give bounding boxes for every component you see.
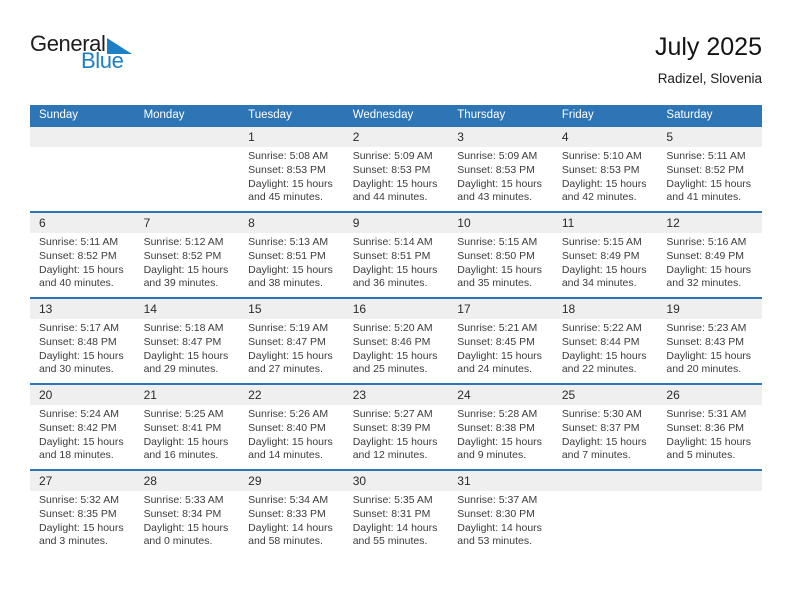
sunset-text: Sunset: 8:39 PM <box>352 421 431 434</box>
general-blue-logo <box>30 33 132 72</box>
day-cell-18 <box>553 297 658 383</box>
day-number: 16 <box>344 299 449 319</box>
day-cell-11 <box>553 211 658 297</box>
sunrise-text: Sunrise: 5:24 AM <box>39 408 119 420</box>
daylight-text-line2: and 20 minutes. <box>666 363 742 376</box>
sunrise-text: Sunrise: 5:11 AM <box>39 236 119 248</box>
day-cell-12 <box>657 211 762 297</box>
sunrise-text: Sunrise: 5:28 AM <box>457 408 538 420</box>
daylight-text-line2: and 34 minutes. <box>561 277 637 290</box>
sunrise-text: Sunrise: 5:15 AM <box>561 236 642 248</box>
sunset-text: Sunset: 8:46 PM <box>352 335 431 348</box>
day-details <box>344 319 449 377</box>
day-cell-21 <box>135 383 240 469</box>
daylight-text-line2: and 0 minutes. <box>143 535 213 548</box>
daylight-text-line1: Daylight: 15 hours <box>457 349 542 362</box>
daylight-text-line2: and 35 minutes. <box>457 277 532 290</box>
empty-cell <box>30 125 135 211</box>
day-details <box>239 319 344 377</box>
daylight-text-line1: Daylight: 15 hours <box>248 177 333 190</box>
day-cell-2 <box>344 125 449 211</box>
daylight-text-line1: Daylight: 15 hours <box>248 349 333 362</box>
daylight-text-line1: Daylight: 15 hours <box>248 435 333 448</box>
empty-cell <box>135 125 240 211</box>
sunrise-text: Sunrise: 5:11 AM <box>666 150 746 162</box>
sunset-text: Sunset: 8:42 PM <box>39 421 117 434</box>
day-details <box>344 405 449 463</box>
day-details <box>448 491 553 549</box>
sunrise-text: Sunrise: 5:26 AM <box>248 408 329 420</box>
day-cell-29 <box>239 469 344 555</box>
sunrise-text: Sunrise: 5:19 AM <box>248 322 329 334</box>
sunrise-text: Sunrise: 5:09 AM <box>457 150 538 162</box>
sunset-text: Sunset: 8:52 PM <box>143 249 222 262</box>
daylight-text-line1: Daylight: 15 hours <box>143 349 229 362</box>
weekday-wednesday: Wednesday <box>352 109 414 121</box>
sunset-text: Sunset: 8:44 PM <box>561 335 640 348</box>
day-cell-4 <box>553 125 658 211</box>
daylight-text-line2: and 12 minutes. <box>352 449 428 462</box>
sunset-text: Sunset: 8:31 PM <box>352 507 431 520</box>
day-details <box>657 147 762 205</box>
day-number: 9 <box>344 213 449 233</box>
daylight-text-line1: Daylight: 15 hours <box>457 263 542 276</box>
sunrise-text: Sunrise: 5:35 AM <box>352 494 433 506</box>
day-cell-6 <box>30 211 135 297</box>
empty-day-strip <box>30 127 135 147</box>
day-details <box>448 147 553 205</box>
daylight-text-line1: Daylight: 15 hours <box>666 177 752 190</box>
daylight-text-line2: and 22 minutes. <box>561 363 637 376</box>
daylight-text-line1: Daylight: 14 hours <box>457 521 542 534</box>
sunset-text: Sunset: 8:52 PM <box>39 249 117 262</box>
sunset-text: Sunset: 8:53 PM <box>352 163 431 176</box>
daylight-text-line2: and 44 minutes. <box>352 191 428 204</box>
daylight-text-line1: Daylight: 14 hours <box>248 521 333 534</box>
day-number: 11 <box>553 213 658 233</box>
daylight-text-line1: Daylight: 15 hours <box>561 177 647 190</box>
daylight-text-line1: Daylight: 15 hours <box>457 177 542 190</box>
daylight-text-line2: and 30 minutes. <box>39 363 114 376</box>
day-number: 24 <box>448 385 553 405</box>
day-cell-30 <box>344 469 449 555</box>
calendar-grid <box>30 125 762 555</box>
empty-cell <box>553 469 658 555</box>
day-number: 10 <box>448 213 553 233</box>
daylight-text-line2: and 41 minutes. <box>666 191 742 204</box>
sunset-text: Sunset: 8:43 PM <box>666 335 745 348</box>
day-number: 4 <box>553 127 658 147</box>
day-cell-14 <box>135 297 240 383</box>
day-number: 15 <box>239 299 344 319</box>
sunrise-text: Sunrise: 5:12 AM <box>143 236 224 248</box>
daylight-text-line1: Daylight: 15 hours <box>352 349 438 362</box>
sunrise-text: Sunrise: 5:16 AM <box>666 236 747 248</box>
daylight-text-line2: and 39 minutes. <box>143 277 219 290</box>
calendar-table <box>30 105 762 555</box>
day-details <box>135 405 240 463</box>
day-details <box>135 319 240 377</box>
sunrise-text: Sunrise: 5:08 AM <box>248 150 329 162</box>
day-cell-31 <box>448 469 553 555</box>
daylight-text-line1: Daylight: 15 hours <box>352 435 438 448</box>
daylight-text-line1: Daylight: 15 hours <box>666 349 752 362</box>
day-details <box>344 147 449 205</box>
sunrise-text: Sunrise: 5:23 AM <box>666 322 747 334</box>
day-details <box>448 233 553 291</box>
daylight-text-line1: Daylight: 15 hours <box>143 263 229 276</box>
daylight-text-line2: and 36 minutes. <box>352 277 428 290</box>
daylight-text-line1: Daylight: 15 hours <box>352 177 438 190</box>
sunrise-text: Sunrise: 5:21 AM <box>457 322 538 334</box>
day-cell-15 <box>239 297 344 383</box>
day-details <box>135 491 240 549</box>
day-number: 5 <box>657 127 762 147</box>
day-cell-23 <box>344 383 449 469</box>
sunrise-text: Sunrise: 5:15 AM <box>457 236 538 248</box>
daylight-text-line1: Daylight: 15 hours <box>457 435 542 448</box>
day-cell-1 <box>239 125 344 211</box>
day-details <box>30 319 135 377</box>
daylight-text-line1: Daylight: 15 hours <box>143 435 229 448</box>
day-details <box>344 233 449 291</box>
day-cell-27 <box>30 469 135 555</box>
daylight-text-line1: Daylight: 15 hours <box>248 263 333 276</box>
logo-text-general: General <box>30 31 106 56</box>
empty-cell <box>657 469 762 555</box>
page-header <box>30 33 762 86</box>
day-cell-24 <box>448 383 553 469</box>
sunrise-text: Sunrise: 5:17 AM <box>39 322 119 334</box>
day-cell-9 <box>344 211 449 297</box>
sunrise-text: Sunrise: 5:20 AM <box>352 322 433 334</box>
day-number: 13 <box>30 299 135 319</box>
day-details <box>553 233 658 291</box>
day-details <box>657 233 762 291</box>
day-details <box>239 147 344 205</box>
day-details <box>657 405 762 463</box>
day-cell-7 <box>135 211 240 297</box>
sunrise-text: Sunrise: 5:30 AM <box>561 408 642 420</box>
weekday-friday: Friday <box>561 109 594 121</box>
location-subtitle: Radizel, Slovenia <box>657 71 762 86</box>
sunrise-text: Sunrise: 5:31 AM <box>666 408 747 420</box>
weekday-tuesday: Tuesday <box>248 109 292 121</box>
day-cell-26 <box>657 383 762 469</box>
day-number: 23 <box>344 385 449 405</box>
sunset-text: Sunset: 8:49 PM <box>561 249 640 262</box>
day-details <box>344 491 449 549</box>
daylight-text-line2: and 24 minutes. <box>457 363 532 376</box>
day-cell-8 <box>239 211 344 297</box>
daylight-text-line2: and 43 minutes. <box>457 191 532 204</box>
month-title: July 2025 <box>654 33 762 61</box>
daylight-text-line1: Daylight: 15 hours <box>561 349 647 362</box>
weekday-saturday: Saturday <box>666 109 713 121</box>
logo-text-blue: Blue <box>81 48 124 73</box>
daylight-text-line2: and 25 minutes. <box>352 363 428 376</box>
daylight-text-line2: and 16 minutes. <box>143 449 219 462</box>
empty-day-strip <box>553 471 658 491</box>
weekday-header-row <box>30 105 762 125</box>
day-cell-25 <box>553 383 658 469</box>
sunrise-text: Sunrise: 5:27 AM <box>352 408 433 420</box>
day-number: 25 <box>553 385 658 405</box>
day-cell-28 <box>135 469 240 555</box>
sunset-text: Sunset: 8:51 PM <box>248 249 326 262</box>
daylight-text-line2: and 38 minutes. <box>248 277 323 290</box>
sunset-text: Sunset: 8:49 PM <box>666 249 745 262</box>
day-details <box>553 147 658 205</box>
day-number: 18 <box>553 299 658 319</box>
day-number: 6 <box>30 213 135 233</box>
sunrise-text: Sunrise: 5:13 AM <box>248 236 329 248</box>
day-details <box>239 405 344 463</box>
daylight-text-line2: and 7 minutes. <box>561 449 631 462</box>
day-number: 26 <box>657 385 762 405</box>
sunset-text: Sunset: 8:48 PM <box>39 335 117 348</box>
day-details <box>135 233 240 291</box>
day-number: 31 <box>448 471 553 491</box>
day-details <box>553 405 658 463</box>
day-details <box>448 319 553 377</box>
day-number: 30 <box>344 471 449 491</box>
daylight-text-line1: Daylight: 15 hours <box>666 263 752 276</box>
day-cell-10 <box>448 211 553 297</box>
sunrise-text: Sunrise: 5:18 AM <box>143 322 224 334</box>
sunset-text: Sunset: 8:36 PM <box>666 421 745 434</box>
day-number: 28 <box>135 471 240 491</box>
sunrise-text: Sunrise: 5:37 AM <box>457 494 538 506</box>
daylight-text-line1: Daylight: 15 hours <box>39 263 124 276</box>
daylight-text-line1: Daylight: 15 hours <box>561 263 647 276</box>
day-cell-17 <box>448 297 553 383</box>
day-number: 14 <box>135 299 240 319</box>
sunset-text: Sunset: 8:47 PM <box>248 335 326 348</box>
sunset-text: Sunset: 8:53 PM <box>457 163 535 176</box>
day-cell-3 <box>448 125 553 211</box>
day-number: 29 <box>239 471 344 491</box>
day-number: 22 <box>239 385 344 405</box>
sunset-text: Sunset: 8:53 PM <box>248 163 326 176</box>
sunset-text: Sunset: 8:33 PM <box>248 507 326 520</box>
day-number: 8 <box>239 213 344 233</box>
sunset-text: Sunset: 8:45 PM <box>457 335 535 348</box>
day-number: 12 <box>657 213 762 233</box>
day-number: 7 <box>135 213 240 233</box>
sunrise-text: Sunrise: 5:22 AM <box>561 322 642 334</box>
day-number: 19 <box>657 299 762 319</box>
sunrise-text: Sunrise: 5:33 AM <box>143 494 224 506</box>
day-number: 2 <box>344 127 449 147</box>
daylight-text-line2: and 9 minutes. <box>457 449 527 462</box>
sunrise-text: Sunrise: 5:14 AM <box>352 236 433 248</box>
sunrise-text: Sunrise: 5:32 AM <box>39 494 119 506</box>
day-number: 20 <box>30 385 135 405</box>
day-number: 21 <box>135 385 240 405</box>
daylight-text-line2: and 40 minutes. <box>39 277 114 290</box>
daylight-text-line1: Daylight: 15 hours <box>143 521 229 534</box>
weekday-monday: Monday <box>143 109 185 121</box>
daylight-text-line2: and 53 minutes. <box>457 535 532 548</box>
empty-day-strip <box>657 471 762 491</box>
daylight-text-line2: and 14 minutes. <box>248 449 323 462</box>
day-details <box>239 233 344 291</box>
day-cell-16 <box>344 297 449 383</box>
day-cell-5 <box>657 125 762 211</box>
day-details <box>30 233 135 291</box>
sunset-text: Sunset: 8:40 PM <box>248 421 326 434</box>
daylight-text-line2: and 42 minutes. <box>561 191 637 204</box>
day-details <box>448 405 553 463</box>
title-block <box>655 33 762 86</box>
daylight-text-line1: Daylight: 15 hours <box>666 435 752 448</box>
weekday-sunday: Sunday <box>39 109 79 121</box>
daylight-text-line2: and 18 minutes. <box>39 449 114 462</box>
sunrise-text: Sunrise: 5:09 AM <box>352 150 433 162</box>
day-cell-19 <box>657 297 762 383</box>
daylight-text-line2: and 5 minutes. <box>666 449 736 462</box>
sunset-text: Sunset: 8:51 PM <box>352 249 431 262</box>
day-cell-22 <box>239 383 344 469</box>
daylight-text-line2: and 27 minutes. <box>248 363 323 376</box>
daylight-text-line2: and 45 minutes. <box>248 191 323 204</box>
daylight-text-line1: Daylight: 15 hours <box>561 435 647 448</box>
day-number: 3 <box>448 127 553 147</box>
daylight-text-line1: Daylight: 14 hours <box>352 521 438 534</box>
sunset-text: Sunset: 8:30 PM <box>457 507 535 520</box>
daylight-text-line2: and 3 minutes. <box>39 535 108 548</box>
daylight-text-line1: Daylight: 15 hours <box>39 521 124 534</box>
day-number: 1 <box>239 127 344 147</box>
day-details <box>30 405 135 463</box>
day-details <box>553 319 658 377</box>
daylight-text-line2: and 29 minutes. <box>143 363 219 376</box>
sunset-text: Sunset: 8:47 PM <box>143 335 222 348</box>
sunrise-text: Sunrise: 5:10 AM <box>561 150 642 162</box>
sunset-text: Sunset: 8:35 PM <box>39 507 117 520</box>
day-details <box>239 491 344 549</box>
sunset-text: Sunset: 8:52 PM <box>666 163 745 176</box>
sunset-text: Sunset: 8:53 PM <box>561 163 640 176</box>
sunset-text: Sunset: 8:37 PM <box>561 421 640 434</box>
daylight-text-line2: and 55 minutes. <box>352 535 428 548</box>
daylight-text-line1: Daylight: 15 hours <box>39 349 124 362</box>
day-cell-20 <box>30 383 135 469</box>
sunset-text: Sunset: 8:50 PM <box>457 249 535 262</box>
sunset-text: Sunset: 8:41 PM <box>143 421 222 434</box>
empty-day-strip <box>135 127 240 147</box>
sunset-text: Sunset: 8:34 PM <box>143 507 222 520</box>
day-cell-13 <box>30 297 135 383</box>
day-details <box>30 491 135 549</box>
daylight-text-line1: Daylight: 15 hours <box>352 263 438 276</box>
day-number: 17 <box>448 299 553 319</box>
sunset-text: Sunset: 8:38 PM <box>457 421 535 434</box>
day-details <box>657 319 762 377</box>
weekday-thursday: Thursday <box>457 109 506 121</box>
sunrise-text: Sunrise: 5:25 AM <box>143 408 224 420</box>
sunrise-text: Sunrise: 5:34 AM <box>248 494 329 506</box>
daylight-text-line2: and 58 minutes. <box>248 535 323 548</box>
day-number: 27 <box>30 471 135 491</box>
daylight-text-line1: Daylight: 15 hours <box>39 435 124 448</box>
daylight-text-line2: and 32 minutes. <box>666 277 742 290</box>
